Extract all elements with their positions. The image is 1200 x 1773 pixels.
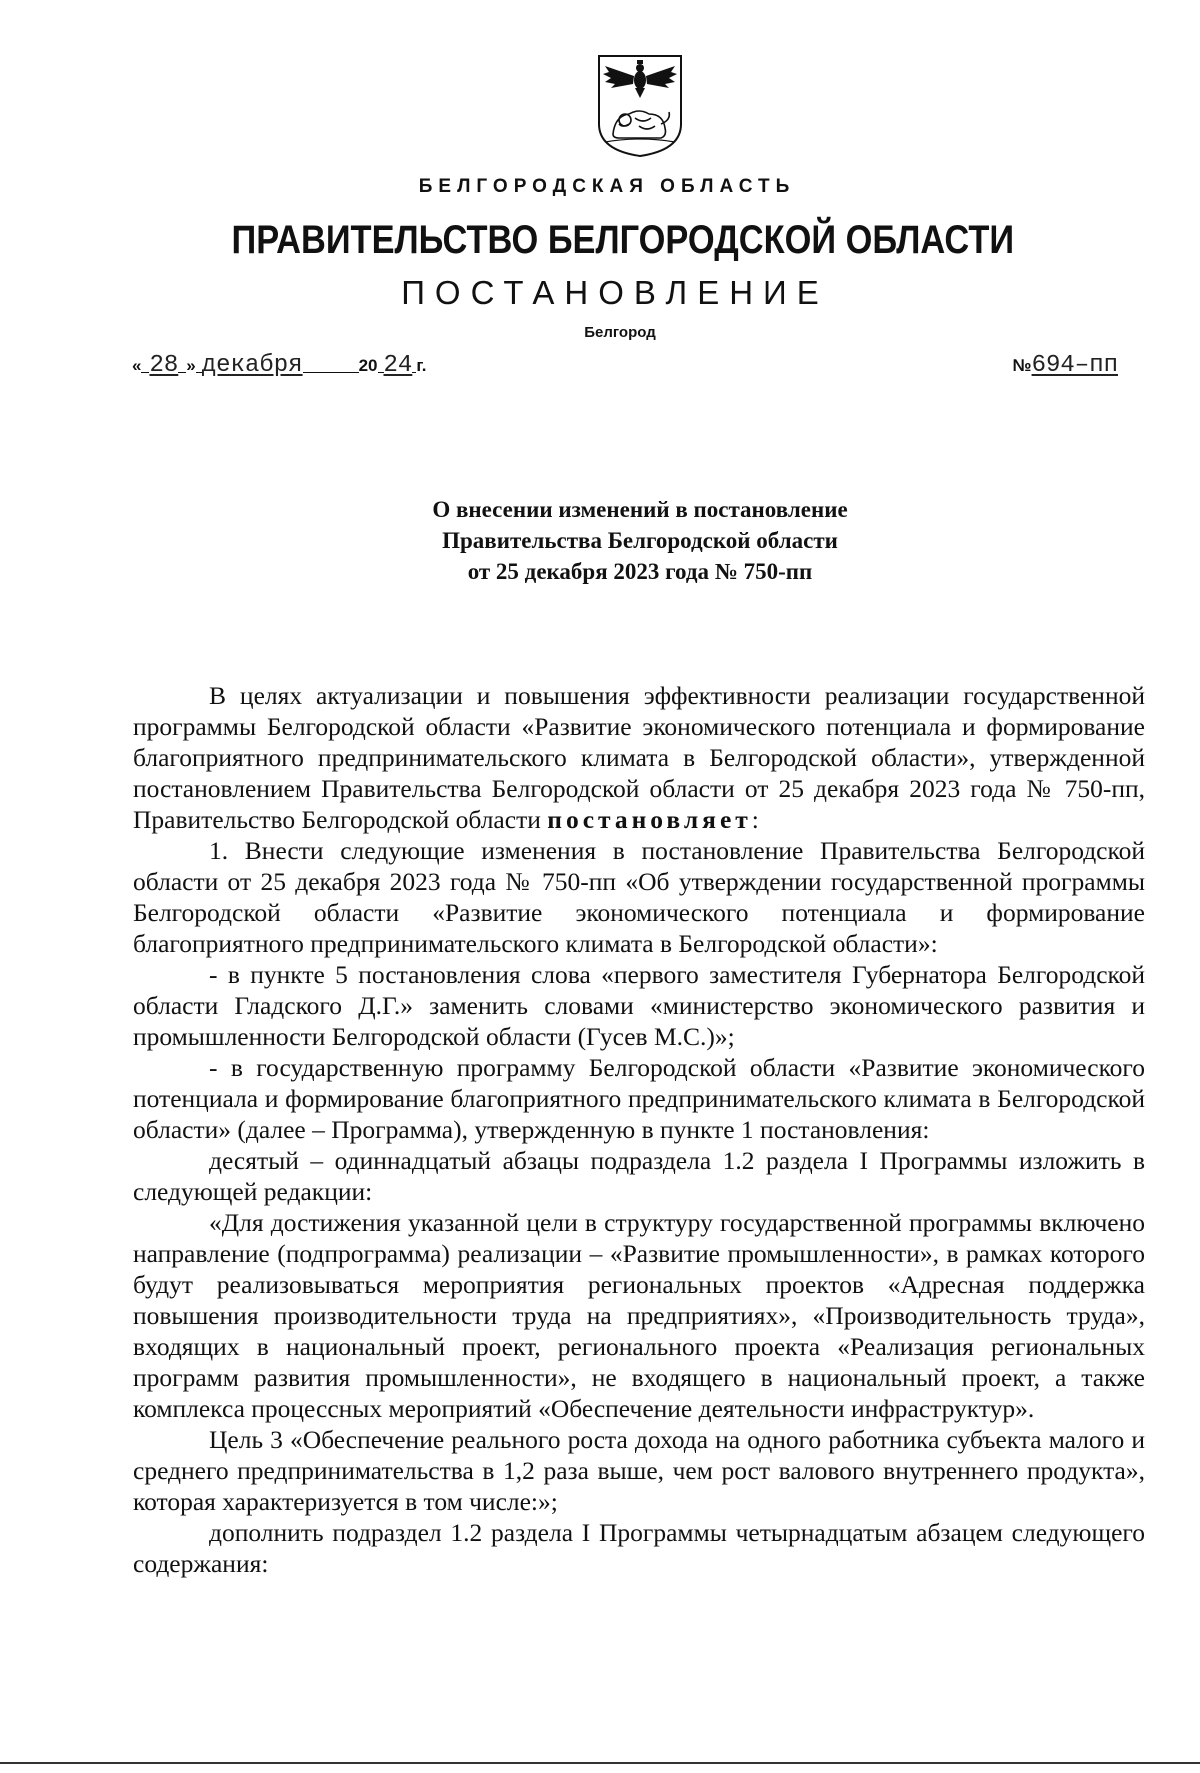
date-day: 28 <box>149 352 179 379</box>
page-bottom-edge <box>0 1762 1200 1764</box>
number-value: 694–пп <box>1031 352 1118 379</box>
date-open-quote: « <box>132 356 142 375</box>
preamble-end: : <box>751 805 759 834</box>
paragraph-preamble <box>133 680 1145 835</box>
paragraph-quoted-text: «Для достижения указанной цели в структуру государственной программы включено направление (подпрограмма) реализации – «Развитие промышленности», в рамках которого будут реализовываться мероприятия региональных проектов «Адресная поддержка повышения производительности труда на предприятиях», «Производительность труда», входящих в национальный проект, регионального проекта «Реализация региональных программ развития промышленности», не входящего в национальный проект, а также комплекса процессных мероприятий «Обеспечение деятельности инфраструктур». <box>133 1208 1145 1423</box>
paragraph-item-1: 1. Внести следующие изменения в постановление Правительства Белгородской области от 25 декабря 2023 года № 750-пп «Об утверждении государственной программы Белгородской области «Развитие экономического потенциала и формирование благоприятного предпринимательского климата в Белгородской области»: <box>133 836 1145 958</box>
coat-of-arms-icon <box>595 54 685 158</box>
paragraph-item-point5: - в пункте 5 постановления слова «первого заместителя Губернатора Белгородской области Гладского Д.Г.» заменить словами «министерство экономического развития и промышленности Белгородской области (Гусев М.С.)»; <box>133 960 1145 1051</box>
city-name: Белгород <box>584 324 656 341</box>
date-year-suffix: г. <box>416 356 427 375</box>
document-date <box>132 352 426 379</box>
date-century: 20 <box>358 356 378 375</box>
paragraph-item-program: - в государственную программу Белгородской области «Развитие экономического потенциала и формирование благоприятного предпринимательского климата в Белгородской области» (далее – Программа), утвержденную в пункте 1 постановления: <box>133 1053 1145 1144</box>
document-body <box>133 680 1145 1579</box>
document-type: ПОСТАНОВЛЕНИЕ <box>401 274 829 311</box>
number-label: № <box>1012 356 1032 375</box>
preamble-text: В целях актуализации и повышения эффективности реализации государственной программы Белгородской области «Развитие экономического потенциала и формирование благоприятного предпринимательского климата в Белгородской области», утвержденной постановлением Правительства Белгородской области от 25 декабря 2023 года № 750-пп, Правительство Белгородской области <box>133 681 1145 834</box>
paragraph-amendment-intro: десятый – одиннадцатый абзацы подраздела 1.2 раздела I Программы изложить в следующей редакции: <box>133 1146 1145 1206</box>
title-line: от 25 декабря 2023 года № 750-пп <box>467 559 813 584</box>
document-title <box>300 494 980 587</box>
date-year: 24 <box>383 352 413 379</box>
date-close-quote: » <box>186 356 196 375</box>
date-underline <box>303 352 359 373</box>
resolves-word: постановляет <box>547 805 752 834</box>
title-line: О внесении изменений в постановление <box>432 497 848 522</box>
paragraph-goal-3: Цель 3 «Обеспечение реального роста дохода на одного работника субъекта малого и среднего предпринимательства в 1,2 раза выше, чем рост валового внутреннего продукта», которая характеризуется в том числе:»; <box>133 1425 1145 1516</box>
paragraph-addition: дополнить подраздел 1.2 раздела I Программы четырнадцатым абзацем следующего содержания: <box>133 1518 1145 1578</box>
document-number <box>1013 352 1118 379</box>
government-name: ПРАВИТЕЛЬСТВО БЕЛГОРОДСКОЙ ОБЛАСТИ <box>231 218 1015 262</box>
date-month: декабря <box>201 352 303 379</box>
title-line: Правительства Белгородской области <box>442 528 838 553</box>
region-name: БЕЛГОРОДСКАЯ ОБЛАСТЬ <box>418 176 796 197</box>
